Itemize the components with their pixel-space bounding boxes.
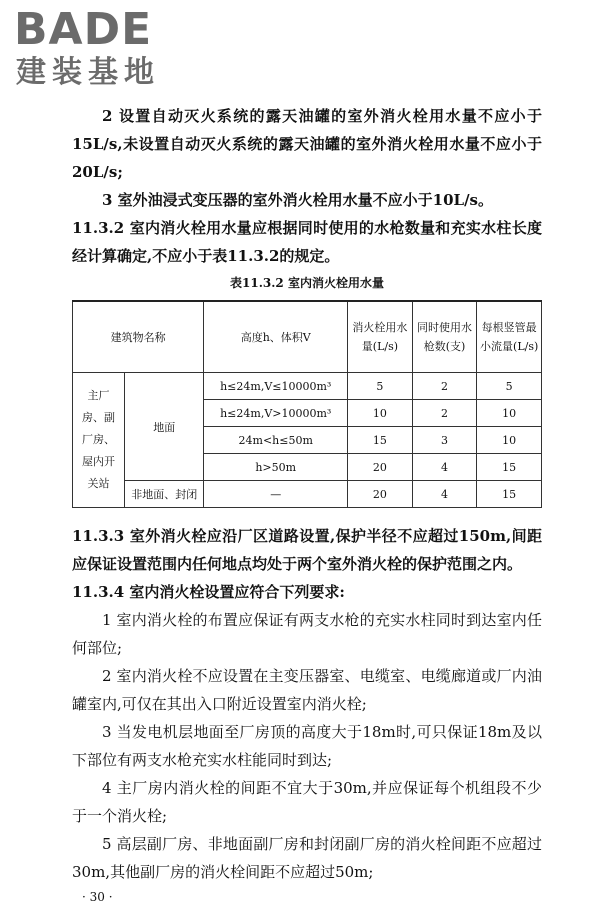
header-height: 高度h、体积V (204, 301, 348, 373)
water-cell: 20 (348, 454, 413, 481)
logo (14, 6, 194, 96)
cond-cell: h>50m (204, 454, 348, 481)
guns-cell: 2 (412, 400, 477, 427)
clause-11-3-4-item-3: 3 当发电机层地面至厂房顶的高度大于18m时,可只保证18m及以下部位有两支水枪充实水柱能同时到达; (72, 723, 542, 769)
flow-cell: 5 (477, 373, 542, 400)
flow-cell: 15 (477, 481, 542, 508)
clause-11-3-1-item-2: 2 设置自动灭火系统的露天油罐的室外消火栓用水量不应小于15L/s,未设置自动灭火系统的露天油罐的室外消火栓用水量不应小于20L/s; (72, 107, 542, 181)
sub-enclosed: 非地面、封闭 (125, 481, 204, 508)
table-caption: 表11.3.2 室内消火栓用水量 (230, 276, 384, 290)
document-page (72, 102, 542, 904)
clause-11-3-4-item-4: 4 主厂房内消火栓的间距不宜大于30m,并应保证每个机组段不少于一个消火栓; (72, 779, 542, 825)
cond-cell: h≤24m,V>10000m³ (204, 400, 348, 427)
guns-cell: 4 (412, 454, 477, 481)
water-cell: 15 (348, 427, 413, 454)
clause-11-3-2: 11.3.2 室内消火栓用水量应根据同时使用的水枪数量和充实水柱长度经计算确定,不应小于表11.3.2的规定。 (72, 219, 542, 265)
water-cell: 10 (348, 400, 413, 427)
water-cell: 5 (348, 373, 413, 400)
indoor-hydrant-table (72, 300, 542, 508)
clause-11-3-4-item-5: 5 高层副厂房、非地面副厂房和封闭副厂房的消火栓间距不应超过30m,其他副厂房的消火栓间距不应超过50m; (72, 835, 542, 881)
clause-11-3-4-item-1: 1 室内消火栓的布置应保证有两支水枪的充实水柱同时到达室内任何部位; (72, 611, 542, 657)
water-cell: 20 (348, 481, 413, 508)
cond-cell: — (204, 481, 348, 508)
header-water: 消火栓用水量(L/s) (348, 301, 413, 373)
logo-brand: BADE (14, 4, 153, 55)
logo-subtitle: 建装基地 (16, 55, 160, 90)
clause-11-3-3: 11.3.3 室外消火栓应沿厂区道路设置,保护半径不应超过150m,间距应保证设置范围内任何地点均处于两个室外消火栓的保护范围之内。 (72, 527, 542, 573)
table-header-row (73, 301, 542, 373)
guns-cell: 4 (412, 481, 477, 508)
header-building: 建筑物名称 (73, 301, 204, 373)
guns-cell: 2 (412, 373, 477, 400)
clause-11-3-1-item-3: 3 室外油浸式变压器的室外消火栓用水量不应小于10L/s。 (102, 191, 494, 209)
cond-cell: h≤24m,V≤10000m³ (204, 373, 348, 400)
header-guns: 同时使用水枪数(支) (412, 301, 477, 373)
header-flow: 每根竖管最小流量(L/s) (477, 301, 542, 373)
group-label: 主厂房、副厂房、屋内开关站 (73, 373, 125, 508)
flow-cell: 10 (477, 427, 542, 454)
flow-cell: 15 (477, 454, 542, 481)
clause-11-3-4-item-2: 2 室内消火栓不应设置在主变压器室、电缆室、电缆廊道或厂内油罐室内,可仅在其出入口附近设置室内消火栓; (72, 667, 542, 713)
table-row (73, 373, 542, 400)
page-number: · 30 · (82, 890, 113, 904)
cond-cell: 24m<h≤50m (204, 427, 348, 454)
table-row (73, 481, 542, 508)
flow-cell: 10 (477, 400, 542, 427)
sub-ground: 地面 (125, 373, 204, 481)
clause-11-3-4: 11.3.4 室内消火栓设置应符合下列要求: (72, 583, 345, 601)
guns-cell: 3 (412, 427, 477, 454)
